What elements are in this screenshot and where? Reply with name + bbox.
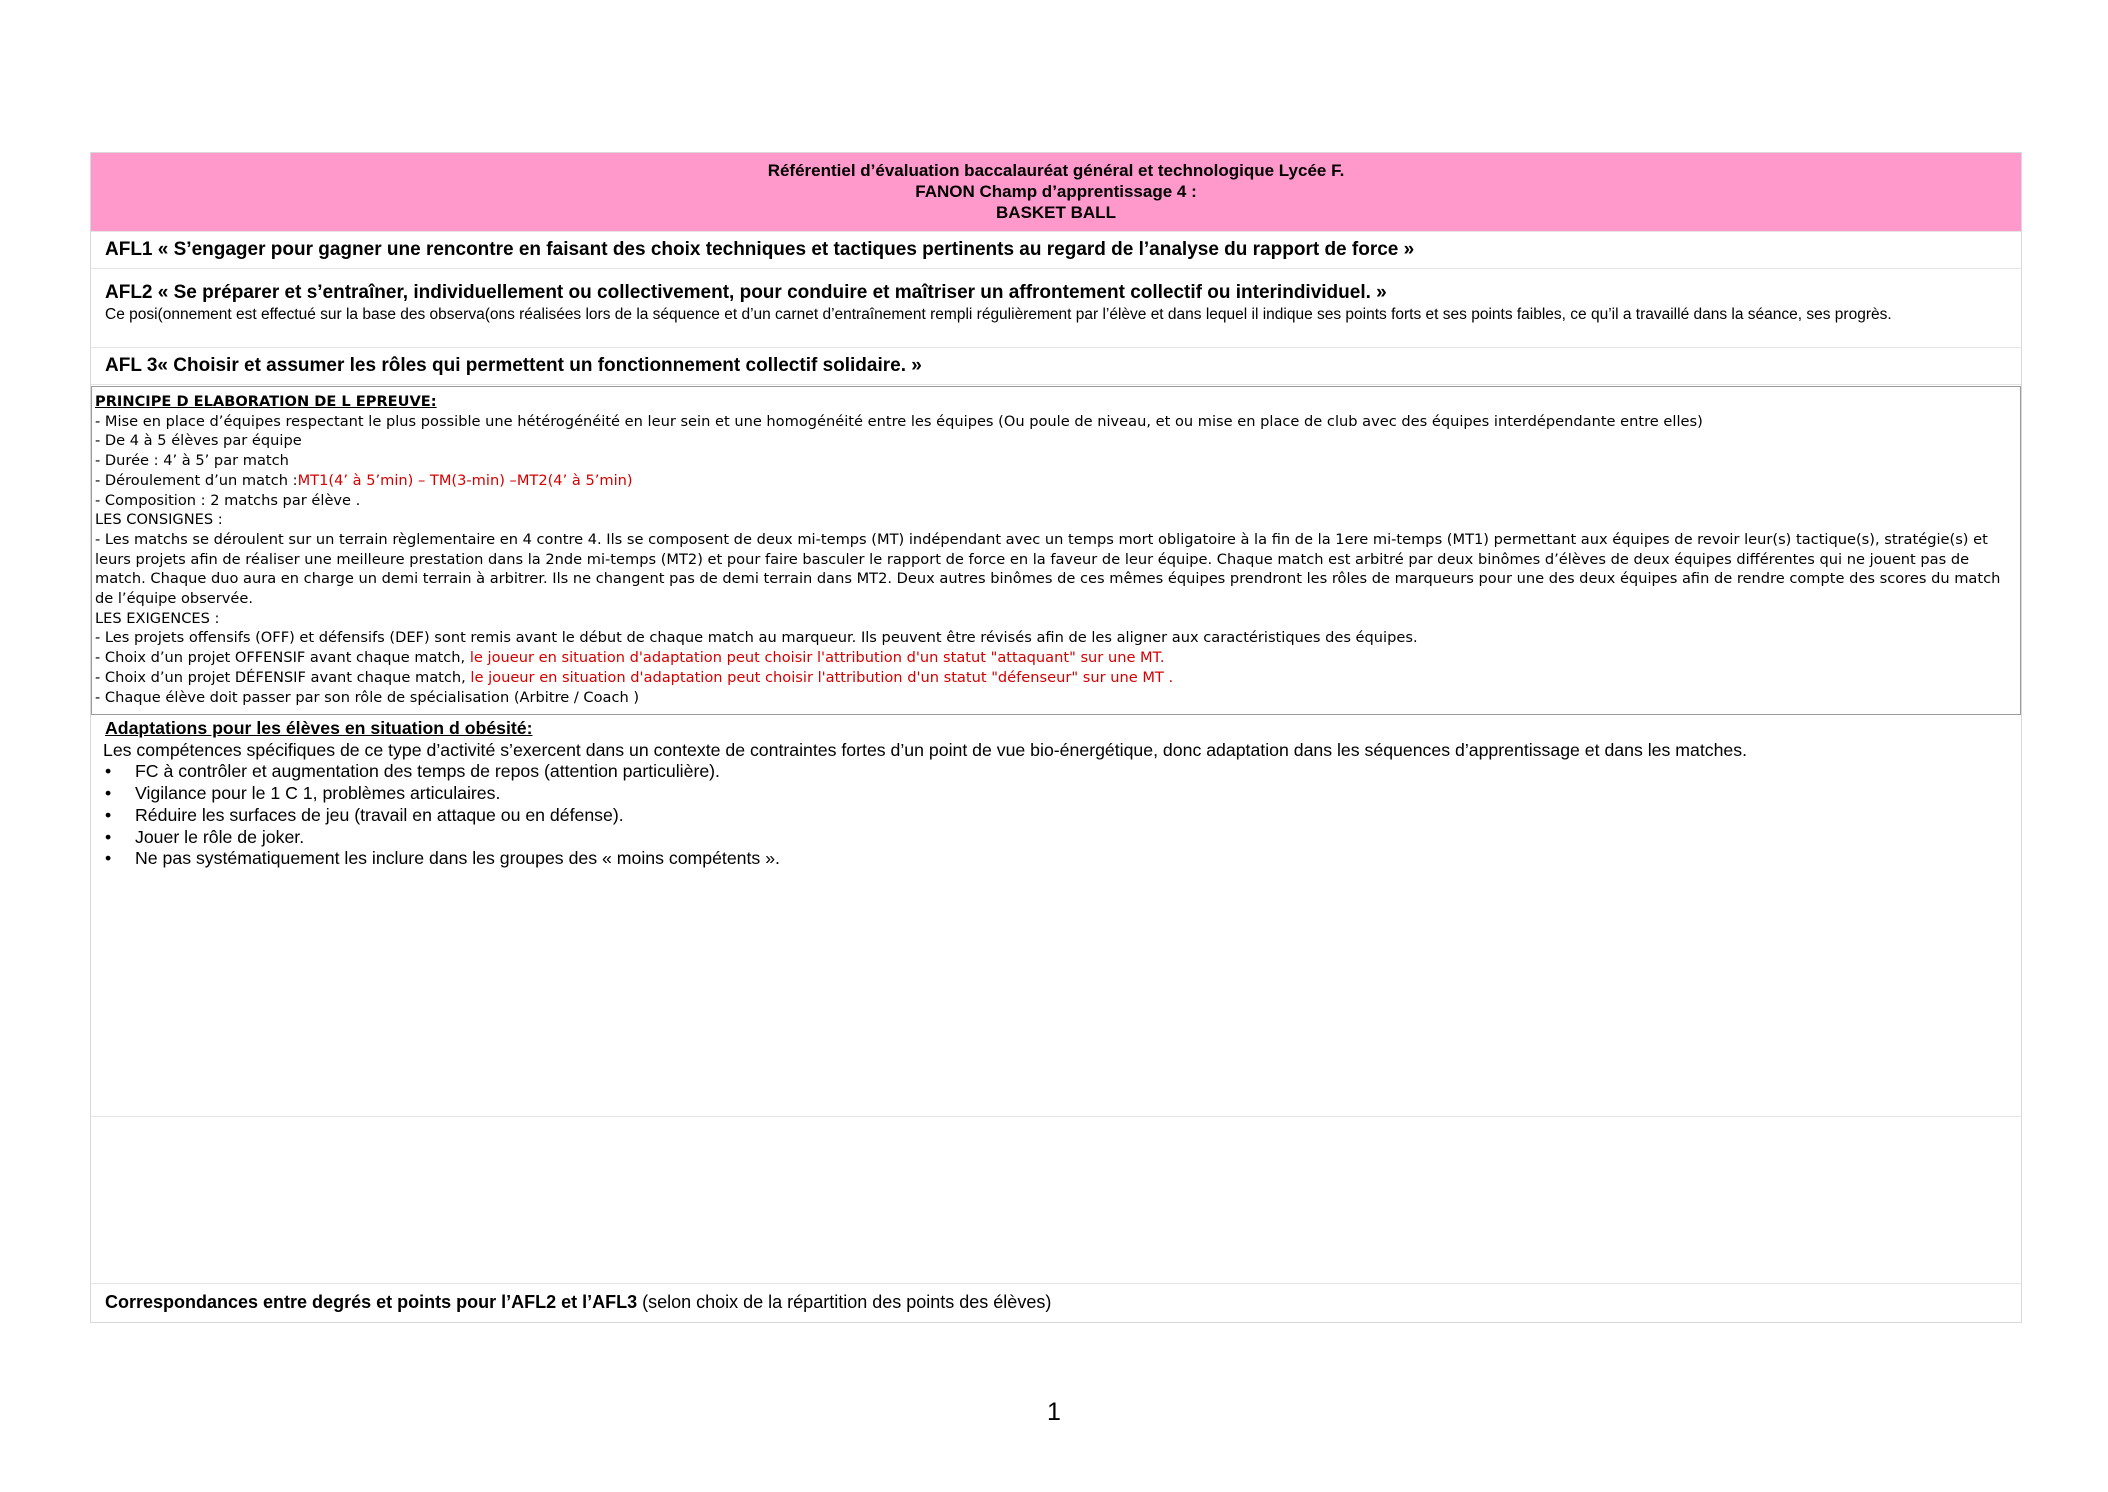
list-item [103,827,2021,849]
principe-item: - Mise en place d’équipes respectant le plus possible une hétérogénéité en leur sein et une homogénéité entre les équipes (Ou poule de niveau, et ou mise en place de club avec des équipes interdépendante entre elles) [95,412,1703,430]
afl2-row [91,269,2021,348]
evaluation-table [90,152,2022,1323]
document-header [91,153,2021,232]
adaptations-intro: Les compétences spécifiques de ce type d’activité s’exercent dans un contexte de contraintes fortes d’un point de vue bio-énergétique, donc adaptation dans les séquences d’apprentissage et dans les matches. [103,739,1748,760]
afl2-description: Ce posi(onnement est effectué sur la base des observa(ons réalisées lors de la séquence et d’un carnet d’entraînement rempli régulièrement par l’élève et dans lequel il indique ses points forts et ses points faibles, ce qu’il a travaillé dans la séance, ses progrès. [105,306,1892,323]
epreuve-principles-box [91,386,2021,715]
adaptations-list [103,761,2021,870]
principe-item: - De 4 à 5 élèves par équipe [95,432,302,450]
correspondances-note: (selon choix de la répartition des points des élèves) [637,1292,1052,1312]
list-item-text: Vigilance pour le 1 C 1, problèmes articulaires. [135,783,501,804]
afl2-title: AFL2 « Se préparer et s’entraîner, individuellement ou collectivement, pour conduire et maîtriser un affrontement collectif ou interindividuel. » [105,282,1387,303]
adaptations-section [91,715,2021,1117]
page-number: 1 [1047,1398,1061,1426]
bullet-icon: • [105,761,112,782]
list-item [103,783,2021,805]
list-item-text: Ne pas systématiquement les inclure dans les groupes des « moins compétents ». [135,848,780,869]
principe-item: - Durée : 4’ à 5’ par match [95,452,289,470]
exigence-item-text: - Choix d’un projet OFFENSIF avant chaque match, [95,649,470,667]
list-item [103,805,2021,827]
list-item-text: FC à contrôler et augmentation des temps de repos (attention particulière). [135,761,720,782]
list-item-text: Jouer le rôle de joker. [135,826,305,847]
principe-item [95,471,2008,491]
exigence-item: - Les projets offensifs (OFF) et défensifs (DEF) sont remis avant le début de chaque match au marqueur. Ils peuvent être révisés afin de les aligner aux caractéristiques des équipes. [95,629,1418,647]
bullet-icon: • [105,804,112,825]
exigence-item [95,648,2008,668]
consignes-text: - Les matchs se déroulent sur un terrain règlementaire en 4 contre 4. Ils se composent de deux mi-temps (MT) indépendant avec un temps mort obligatoire à la fin de la 1ere mi-temps (MT1) permettant aux équipes de revoir leur(s) tactique(s), stratégie(s) et leurs projets afin de réaliser une meilleure prestation dans la 2nde mi-temps (MT2) et pour faire basculer le rapport de force en la faveur de leur équipe. Chaque match est arbitré par deux binômes d’élèves de deux équipes différentes qui ne jouent pas de match. Chaque duo aura en charge un demi terrain à arbitrer. Ils ne changent pas de demi terrain dans MT2. Deux autres binômes de ces mêmes équipes prendront les rôles de marqueurs pour une des deux équipes afin de rendre compte des scores du match de l’équipe observée. [95,530,2001,608]
afl1-row: AFL1 « S’engager pour gagner une rencontre en faisant des choix techniques et tactiques pertinents au regard de l’analyse du rapport de force » [91,232,2021,269]
bullet-icon: • [105,783,112,804]
exigences-heading: LES EXIGENCES : [95,609,220,627]
bullet-icon: • [105,848,112,869]
match-timing-red: MT1(4’ à 5’min) – TM(3-min) –MT2(4’ à 5’min) [297,471,633,489]
exigence-item: - Chaque élève doit passer par son rôle de spécialisation (Arbitre / Coach ) [95,688,640,706]
exigence-red-note: le joueur en situation d'adaptation peut choisir l'attribution d'un statut "défenseur" sur une MT . [470,668,1174,686]
empty-row [91,1117,2021,1284]
header-title-line1: Référentiel d’évaluation baccalauréat général et technologique Lycée F. [767,161,1345,180]
list-item [103,848,2021,870]
principe-item: - Composition : 2 matchs par élève . [95,491,361,509]
header-title-line3: BASKET BALL [996,203,1116,222]
bullet-icon: • [105,826,112,847]
adaptations-title: Adaptations pour les élèves en situation d obésité: [105,718,533,738]
header-title-line2: FANON Champ d’apprentissage 4 : [915,182,1197,201]
afl3-row: AFL 3« Choisir et assumer les rôles qui permettent un fonctionnement collectif solidaire. » [91,348,2021,385]
list-item [103,761,2021,783]
correspondances-bold: Correspondances entre degrés et points pour l’AFL2 et l’AFL3 [105,1292,638,1312]
exigence-item-text: - Choix d’un projet DÉFENSIF avant chaque match, [95,668,471,686]
exigence-red-note: le joueur en situation d'adaptation peut choisir l'attribution d'un statut "attaquant" sur une MT. [469,649,1165,667]
correspondances-row [91,1284,2021,1322]
principe-item-text: - Déroulement d’un match : [95,471,298,489]
principe-heading: PRINCIPE D ELABORATION DE L EPREUVE: [95,393,437,410]
list-item-text: Réduire les surfaces de jeu (travail en attaque ou en défense). [135,804,624,825]
exigence-item [95,668,2008,688]
consignes-heading: LES CONSIGNES : [95,511,223,529]
